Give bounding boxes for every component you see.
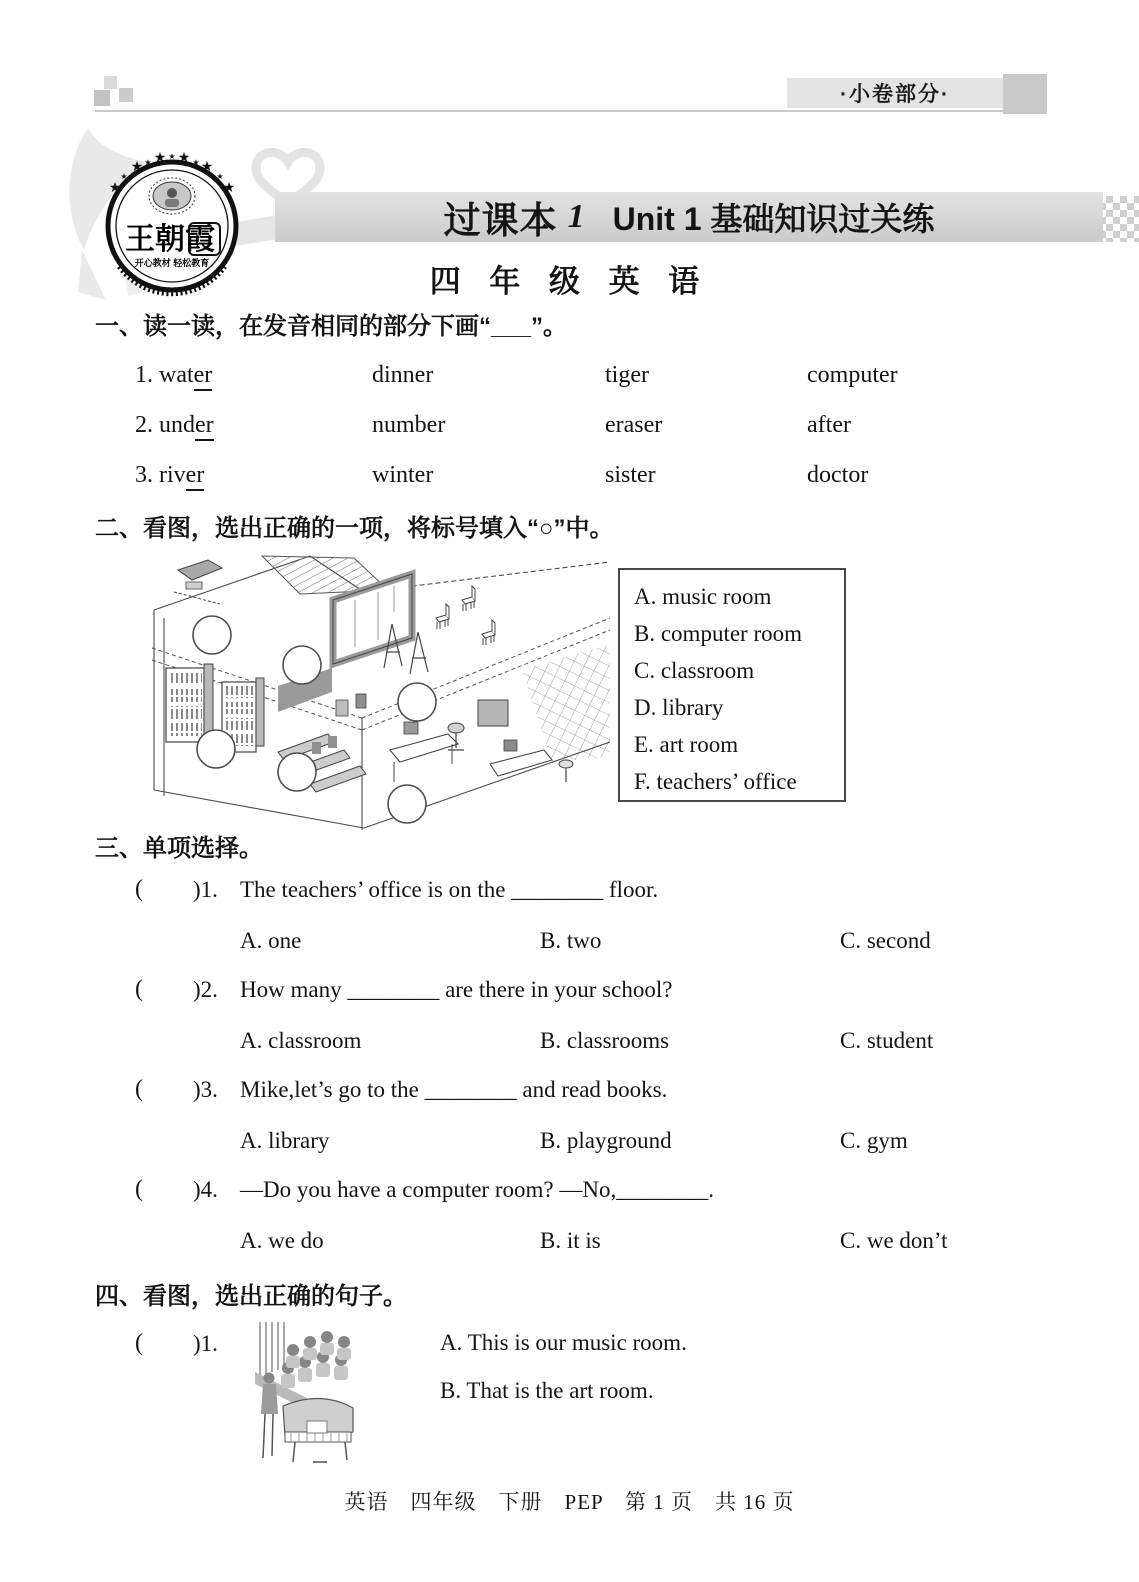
svg-text:★: ★ <box>120 172 128 181</box>
choice-b: B. playground <box>540 1128 672 1153</box>
choice-a: A. library <box>240 1128 330 1153</box>
svg-text:★: ★ <box>200 160 214 175</box>
svg-text:★: ★ <box>216 172 224 181</box>
word-item: number <box>372 412 446 438</box>
word-item: sister <box>605 462 656 488</box>
svg-text:★: ★ <box>177 151 191 166</box>
svg-text:★: ★ <box>108 181 122 196</box>
school-cutaway-illustration <box>150 552 610 830</box>
question-text: How many ________ are there in your school? <box>240 977 673 1002</box>
choice-c: C. second <box>840 928 931 953</box>
word-item: tiger <box>605 362 649 388</box>
section-four-heading: 四、看图，选出正确的句子。 <box>95 1283 407 1310</box>
title-banner <box>275 192 1103 242</box>
svg-text:★: ★ <box>192 158 200 167</box>
word-item: computer <box>807 362 898 388</box>
answer-paren: ( <box>135 876 143 902</box>
room-option: D. library <box>634 695 724 720</box>
choice-b: B. classrooms <box>540 1028 670 1053</box>
choice-c: C. student <box>840 1028 934 1053</box>
question-number: )4. <box>193 1177 218 1202</box>
logo-name-text: 王朝霞 <box>125 223 215 256</box>
choice-a: A. This is our music room. <box>440 1330 687 1355</box>
banner-checker-decor <box>1099 196 1139 242</box>
word-item: 1. water <box>135 362 212 389</box>
svg-text:★: ★ <box>153 151 167 166</box>
svg-text:★: ★ <box>222 181 236 196</box>
answer-paren: ( <box>135 1176 143 1202</box>
room-option: A. music room <box>634 584 772 609</box>
word-item: dinner <box>372 362 434 388</box>
choice-b: B. two <box>540 928 602 953</box>
word-item: 3. river <box>135 462 204 489</box>
svg-text:★: ★ <box>130 160 144 175</box>
header-rule <box>95 110 1037 112</box>
music-room-illustration <box>255 1320 365 1468</box>
logo-slogan-text: 开心教材 轻松教育 <box>134 258 210 268</box>
choice-b: B. That is the art room. <box>440 1378 654 1403</box>
banner-title: Unit 1 基础知识过关练 <box>612 201 935 237</box>
room-options-box <box>618 568 846 802</box>
answer-paren: ( <box>135 1330 143 1356</box>
answer-paren: ( <box>135 1076 143 1102</box>
banner-prefix: 过课本 <box>443 200 558 241</box>
section-three-heading: 三、单项选择。 <box>95 835 263 862</box>
question-number: )2. <box>193 977 218 1002</box>
room-option: F. teachers’ office <box>634 769 797 794</box>
choice-a: A. one <box>240 928 302 953</box>
room-option: C. classroom <box>634 658 755 683</box>
choice-b: B. it is <box>540 1228 601 1253</box>
corner-decor-square <box>119 88 133 102</box>
brand-logo <box>72 126 272 306</box>
corner-label-square <box>1003 74 1047 114</box>
svg-text:★: ★ <box>168 152 176 161</box>
word-item: eraser <box>605 412 663 438</box>
page-footer: 英语 四年级 下册 PEP 第 1 页 共 16 页 <box>344 1490 795 1514</box>
answer-paren: ( <box>135 976 143 1002</box>
question-text: The teachers’ office is on the ________ floor. <box>240 877 659 902</box>
corner-decor-square <box>94 90 110 106</box>
section-two-heading: 二、看图，选出正确的一项，将标号填入“○”中。 <box>95 515 614 542</box>
word-item: after <box>807 412 851 438</box>
room-option: B. computer room <box>634 621 802 646</box>
question-text: —Do you have a computer room? —No,________. <box>240 1177 714 1202</box>
word-item: 2. under <box>135 412 214 439</box>
word-item: doctor <box>807 462 869 488</box>
question-text: Mike,let’s go to the ________ and read books. <box>240 1077 668 1102</box>
choice-c: C. we don’t <box>840 1228 948 1253</box>
question-number: )1. <box>193 877 218 902</box>
question-number: )3. <box>193 1077 218 1102</box>
page-subtitle: 四 年 级 英 语 <box>429 264 710 299</box>
choice-a: A. classroom <box>240 1028 362 1053</box>
question-number: )1. <box>193 1331 218 1356</box>
svg-text:★: ★ <box>144 158 152 167</box>
room-option: E. art room <box>634 732 739 757</box>
choice-a: A. we do <box>240 1228 324 1253</box>
section-one-heading: 一、读一读，在发音相同的部分下画“___”。 <box>95 313 568 340</box>
corner-label: ·小卷部分· <box>787 78 1003 108</box>
corner-decor-square <box>104 76 117 89</box>
choice-c: C. gym <box>840 1128 908 1153</box>
banner-number: 1 <box>567 198 585 235</box>
word-item: winter <box>372 462 434 488</box>
